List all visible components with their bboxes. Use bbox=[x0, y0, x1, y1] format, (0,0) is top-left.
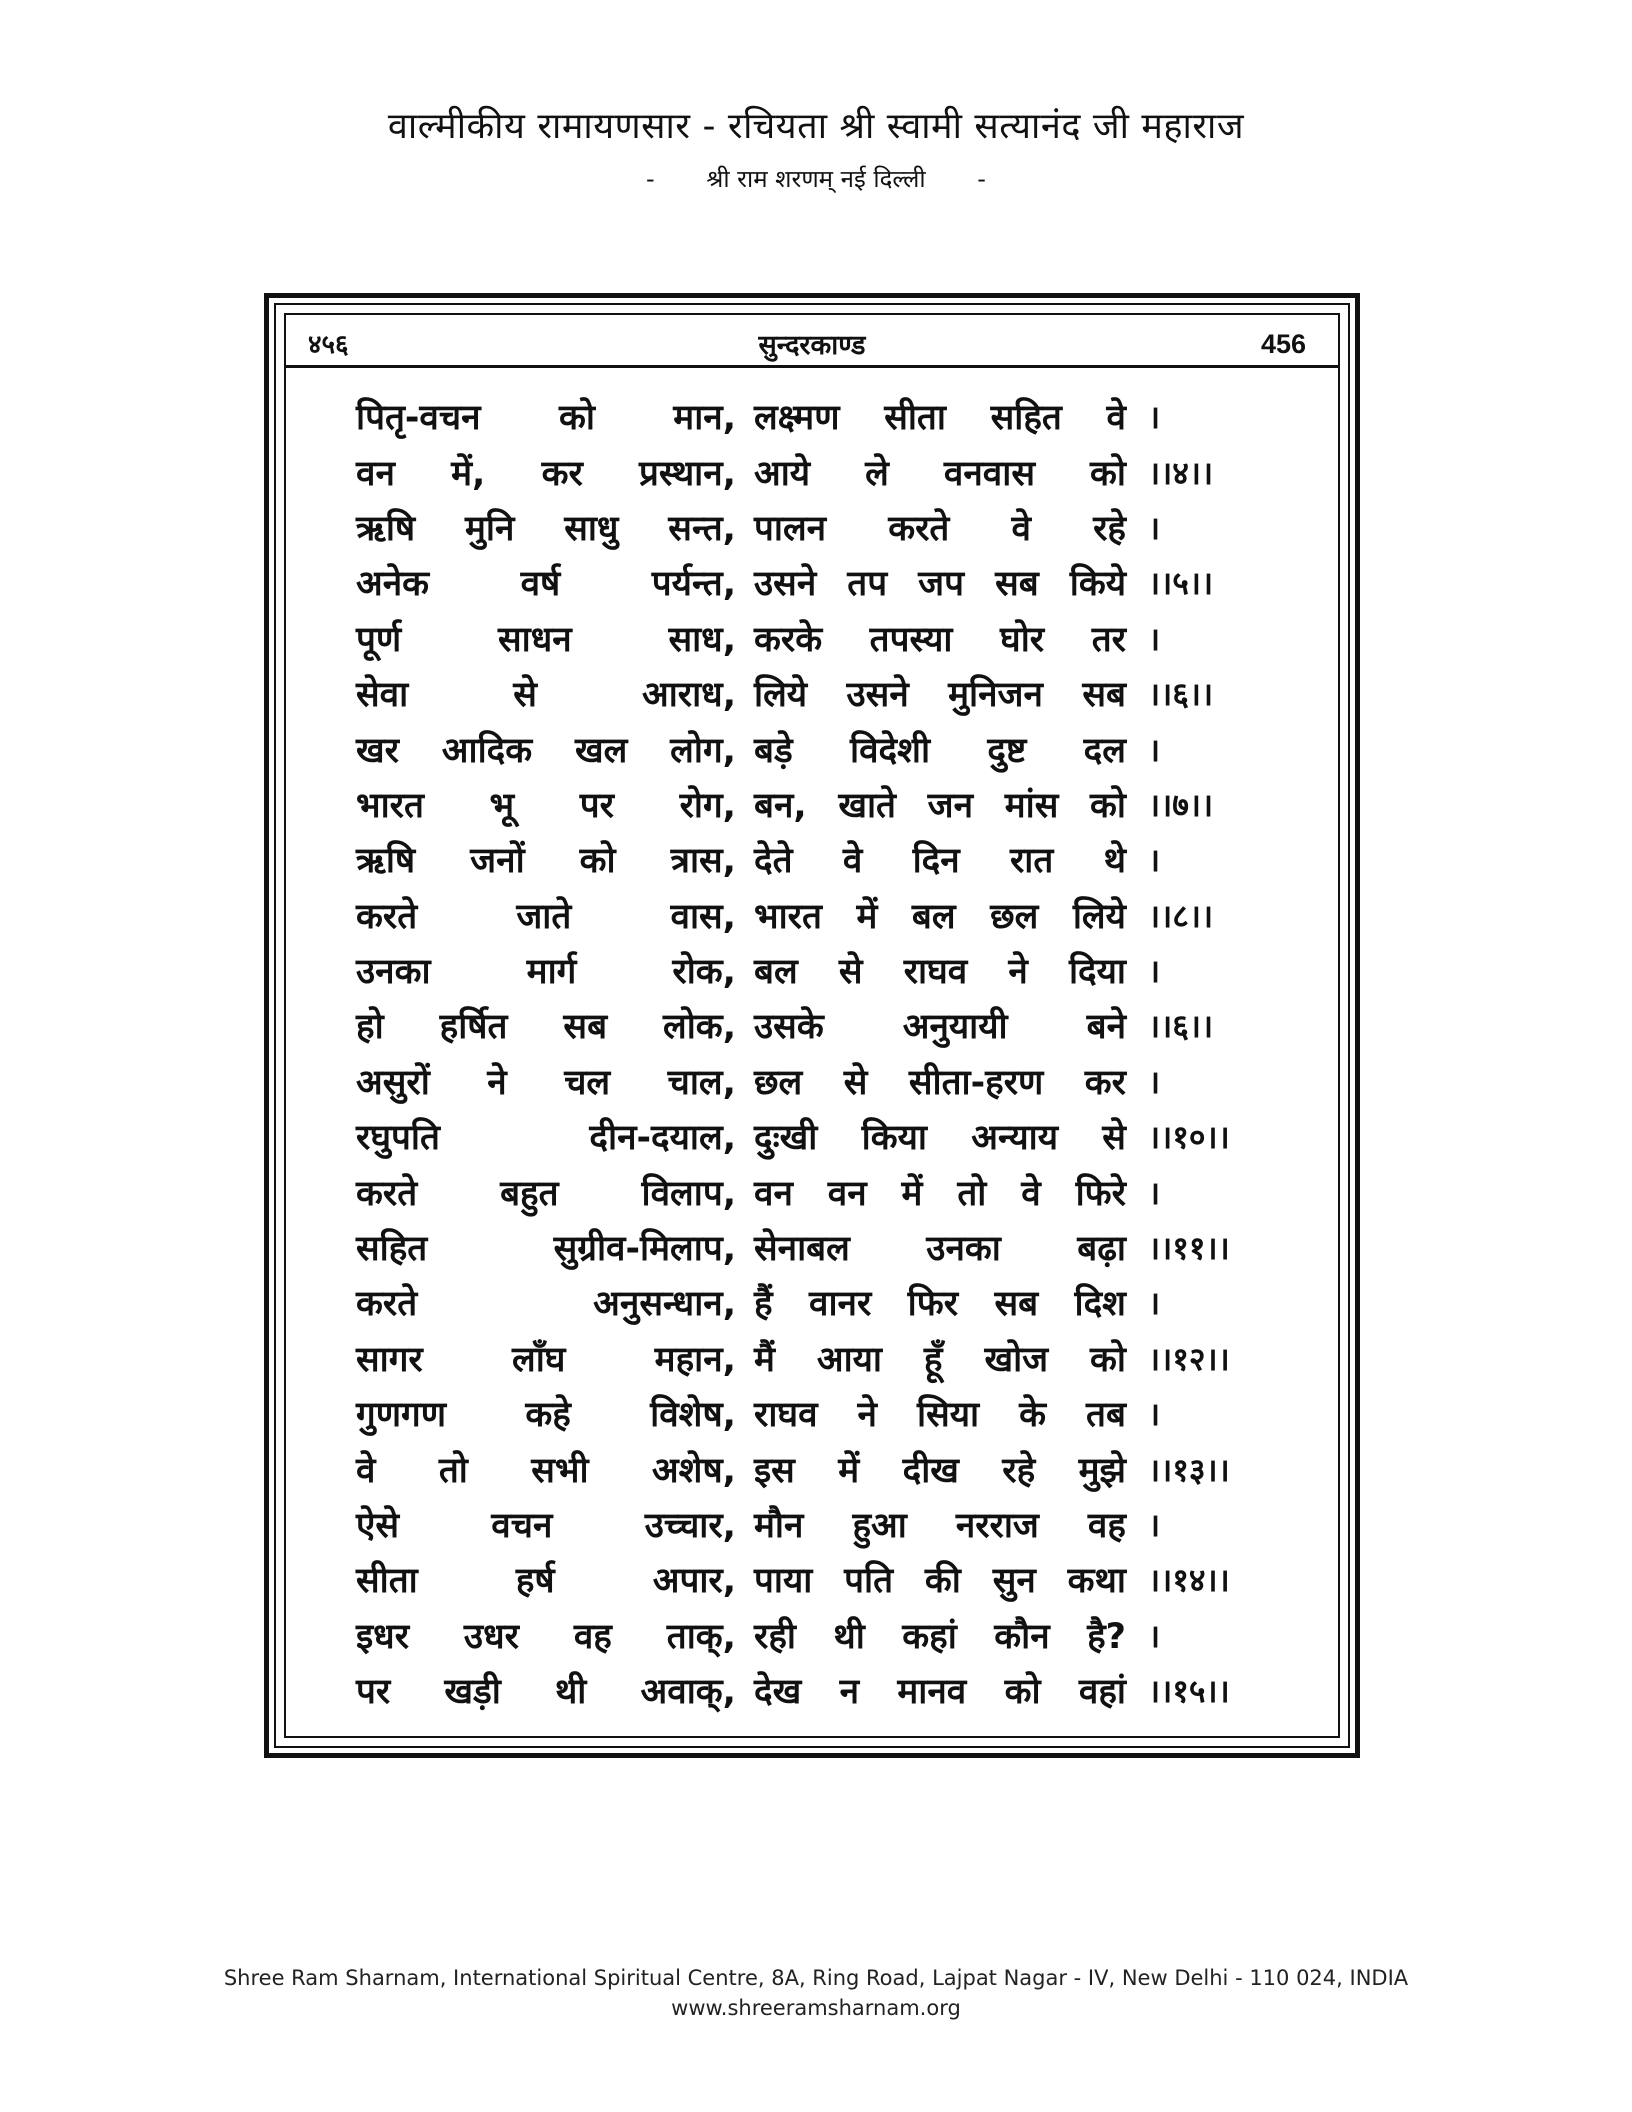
verse-word: सीता bbox=[884, 398, 946, 439]
verse-word: लाँघ bbox=[511, 1339, 566, 1380]
verse-end-marker: । bbox=[1148, 1616, 1161, 1655]
verse-second-half bbox=[754, 559, 1126, 606]
verse-end-marker: । bbox=[1148, 1395, 1161, 1434]
verse-word: दल bbox=[1083, 730, 1126, 771]
verse-word: अनुयायी bbox=[902, 1007, 1008, 1048]
verse-line bbox=[356, 943, 1256, 998]
verse-line bbox=[356, 888, 1256, 943]
verse-word: कहां bbox=[902, 1616, 957, 1657]
verse-word: देते bbox=[754, 841, 793, 882]
verse-second-half bbox=[754, 1002, 1126, 1049]
verse-second-half bbox=[754, 670, 1126, 717]
verse-word: रोक, bbox=[672, 952, 736, 993]
verse-word: अशेष, bbox=[651, 1450, 736, 1491]
verse-line bbox=[356, 389, 1256, 444]
verse-word: लोग, bbox=[670, 730, 736, 771]
verse-word: को bbox=[1090, 785, 1126, 826]
verse-word: वन bbox=[827, 1173, 867, 1214]
verse-end-marker: ।।१४।। bbox=[1148, 1561, 1230, 1600]
verse-first-half bbox=[356, 836, 736, 883]
verse-word: वचन bbox=[491, 1506, 553, 1546]
verse-word: वह bbox=[573, 1616, 612, 1657]
verse-word: सुन bbox=[992, 1561, 1036, 1602]
verse-word: पालन bbox=[754, 508, 827, 549]
verse-line bbox=[356, 1331, 1256, 1386]
page-header-title: वाल्मीकीय रामायणसार - रचियता श्री स्वामी सत्यानंद जी महाराज bbox=[387, 106, 1245, 147]
verse-first-half bbox=[356, 449, 736, 496]
verse-line bbox=[356, 444, 1256, 499]
verse-first-half bbox=[356, 726, 736, 773]
verse-second-half bbox=[754, 1446, 1126, 1493]
verse-word: तब bbox=[1086, 1395, 1126, 1436]
verse-first-half bbox=[356, 1058, 736, 1105]
subtitle-dash-left: - bbox=[646, 165, 655, 193]
verse-word: सब bbox=[994, 1284, 1039, 1325]
verse-word: साध, bbox=[668, 619, 736, 660]
verse-word: हर्षित bbox=[439, 1007, 508, 1048]
verse-end-marker: । bbox=[1148, 1062, 1161, 1101]
verse-end-marker: ।।१३।। bbox=[1148, 1450, 1230, 1489]
page-header-subtitle-row bbox=[0, 162, 1632, 195]
verse-end-marker: । bbox=[1148, 730, 1161, 769]
verse-end-marker: ।।८।। bbox=[1148, 896, 1214, 935]
verse-word: हैं bbox=[754, 1284, 773, 1325]
subtitle-dash-right: - bbox=[977, 165, 986, 193]
verse-word: विलाप, bbox=[641, 1173, 736, 1214]
verse-second-half bbox=[754, 1169, 1126, 1216]
verse-word: जाते bbox=[516, 896, 572, 937]
verse-word: लिये bbox=[1072, 896, 1126, 937]
verse-word: की bbox=[924, 1561, 961, 1602]
verse-word: रहे bbox=[1093, 508, 1126, 549]
verse-word: वहां bbox=[1078, 1672, 1126, 1713]
verse-word: विदेशी bbox=[850, 730, 931, 771]
verse-first-half bbox=[356, 393, 736, 440]
verse-second-half bbox=[754, 726, 1126, 773]
verse-first-half bbox=[356, 504, 736, 551]
verse-word: आदिक bbox=[441, 730, 533, 771]
verse-word: राघव bbox=[754, 1395, 818, 1436]
verse-word: ने bbox=[1008, 952, 1028, 993]
verse-end-marker: ।।११।। bbox=[1148, 1229, 1230, 1268]
verse-word: अनेक bbox=[356, 564, 430, 605]
verse-word: खर bbox=[356, 730, 399, 771]
verse-first-half bbox=[356, 1279, 736, 1326]
verse-word: से bbox=[1102, 1118, 1126, 1159]
verse-first-half bbox=[356, 670, 736, 717]
verse-word: मांस bbox=[1004, 785, 1059, 826]
verse-word: करते bbox=[888, 508, 950, 549]
verse-word: घोर bbox=[1000, 619, 1045, 660]
verse-first-half bbox=[356, 1113, 736, 1160]
verse-word: महान, bbox=[654, 1339, 736, 1380]
verse-word: आये bbox=[754, 453, 811, 494]
verse-end-marker: । bbox=[1148, 398, 1161, 437]
verse-line bbox=[356, 611, 1256, 666]
verse-first-half bbox=[356, 559, 736, 606]
verse-first-half bbox=[356, 1501, 736, 1548]
frame-border-mid bbox=[274, 303, 1350, 1748]
verse-first-half bbox=[356, 1612, 736, 1659]
verse-end-marker: ।।६।। bbox=[1148, 1007, 1214, 1046]
verse-word: उनका bbox=[926, 1229, 1001, 1270]
verse-first-half bbox=[356, 1224, 736, 1271]
verse-word: किया bbox=[861, 1118, 927, 1159]
verse-word: तर bbox=[1091, 619, 1126, 660]
verse-word: दुष्ट bbox=[987, 730, 1027, 771]
verse-word: सिया bbox=[917, 1395, 980, 1436]
verse-word: लोक, bbox=[663, 1007, 736, 1048]
verse-line bbox=[356, 1109, 1256, 1164]
verse-word: पति bbox=[844, 1561, 894, 1602]
verse-word: हूँ bbox=[923, 1339, 943, 1380]
verse-second-half bbox=[754, 504, 1126, 551]
verse-word: ऋषि bbox=[356, 508, 416, 549]
verse-word: इधर bbox=[356, 1616, 410, 1657]
verse-word: अवाक्, bbox=[640, 1672, 736, 1713]
verse-word: वह bbox=[1087, 1506, 1126, 1546]
page-number-devanagari: ४५६ bbox=[308, 330, 349, 360]
verse-word: को bbox=[579, 841, 616, 882]
verse-first-half bbox=[356, 1169, 736, 1216]
verse-word: साधु bbox=[564, 508, 619, 549]
verse-word: नरराज bbox=[955, 1506, 1039, 1546]
verse-word: सहित bbox=[990, 398, 1062, 439]
verse-word: भू bbox=[489, 785, 515, 826]
verse-word: उसने bbox=[754, 564, 817, 605]
verse-line bbox=[356, 1275, 1256, 1330]
verse-first-half bbox=[356, 1446, 736, 1493]
verse-word: बल bbox=[754, 952, 798, 993]
verse-second-half bbox=[754, 1612, 1126, 1659]
verse-word: मानव bbox=[897, 1672, 967, 1713]
verse-word: पितृ-वचन bbox=[356, 398, 481, 439]
verse-second-half bbox=[754, 947, 1126, 994]
verse-end-marker: ।।७।। bbox=[1148, 785, 1214, 824]
verse-word: मुनि bbox=[464, 508, 515, 549]
verse-word: वर्ष bbox=[520, 564, 561, 605]
verse-word: तपस्या bbox=[869, 619, 953, 660]
verse-word: ऐसे bbox=[356, 1506, 400, 1546]
verse-word: सब bbox=[1082, 675, 1126, 716]
verse-word: प्रस्थान, bbox=[638, 453, 736, 494]
verse-word: कर bbox=[1084, 1062, 1126, 1103]
verse-word: रही bbox=[754, 1616, 796, 1657]
verse-word: ले bbox=[865, 453, 889, 494]
scripture-frame bbox=[264, 293, 1360, 1758]
verse-word: दीख bbox=[902, 1450, 959, 1491]
verse-word: मैं bbox=[754, 1339, 775, 1380]
verse-word: थे bbox=[1103, 841, 1126, 882]
verse-word: करते bbox=[356, 896, 418, 937]
verse-word: के bbox=[1019, 1395, 1046, 1436]
verse-word: से bbox=[513, 675, 537, 716]
verse-word: ताक्, bbox=[666, 1616, 736, 1657]
verse-word: ने bbox=[487, 1062, 507, 1103]
verse-word: किये bbox=[1069, 564, 1126, 605]
verse-word: तप bbox=[847, 564, 888, 605]
verse-second-half bbox=[754, 892, 1126, 939]
verse-line bbox=[356, 1441, 1256, 1496]
verse-word: सब bbox=[995, 564, 1039, 605]
verse-word: में, bbox=[451, 453, 486, 494]
verse-word: करते bbox=[356, 1284, 418, 1325]
verse-end-marker: । bbox=[1148, 619, 1161, 658]
verse-word: तो bbox=[957, 1173, 987, 1214]
verse-word: लक्ष्मण bbox=[754, 398, 840, 439]
verse-end-marker: । bbox=[1148, 1284, 1161, 1323]
verse-word: साधन bbox=[497, 619, 572, 660]
verse-word: कथा bbox=[1067, 1561, 1126, 1602]
verse-word: को bbox=[558, 398, 595, 439]
verse-line bbox=[356, 832, 1256, 887]
verse-line bbox=[356, 1552, 1256, 1607]
verse-second-half bbox=[754, 836, 1126, 883]
verse-end-marker: । bbox=[1148, 1506, 1161, 1544]
verse-second-half bbox=[754, 393, 1126, 440]
verse-second-half bbox=[754, 1058, 1126, 1105]
verse-word: विशेष, bbox=[650, 1395, 736, 1436]
verse-line bbox=[356, 500, 1256, 555]
verse-line bbox=[356, 1220, 1256, 1275]
verse-word: फिरे bbox=[1075, 1173, 1126, 1214]
verse-word: सुग्रीव-मिलाप, bbox=[553, 1229, 736, 1270]
verse-word: दिश bbox=[1074, 1284, 1126, 1325]
verse-end-marker: । bbox=[1148, 952, 1161, 991]
verse-word: पर्यन्त, bbox=[651, 564, 736, 605]
verse-word: बने bbox=[1086, 1007, 1126, 1048]
verse-word: पर bbox=[579, 785, 614, 826]
verse-word: रोग, bbox=[679, 785, 736, 826]
verse-word: वन bbox=[356, 453, 395, 494]
verse-second-half bbox=[754, 449, 1126, 496]
verse-end-marker: । bbox=[1148, 841, 1161, 880]
verse-word: मान, bbox=[673, 398, 736, 439]
verse-word: वास, bbox=[670, 896, 736, 937]
verse-first-half bbox=[356, 1556, 736, 1603]
verse-line bbox=[356, 1497, 1256, 1552]
verse-word: न bbox=[839, 1672, 859, 1713]
verse-word: जनों bbox=[470, 841, 525, 882]
verse-word: सहित bbox=[356, 1229, 428, 1270]
verse-word: दीन-दयाल, bbox=[589, 1118, 736, 1159]
verse-word: वे bbox=[1106, 398, 1126, 439]
verse-end-marker: ।।१५।। bbox=[1148, 1672, 1230, 1711]
verse-word: उसने bbox=[846, 675, 909, 716]
chapter-title: सुन्दरकाण्ड bbox=[758, 330, 866, 361]
verse-word: भारत bbox=[356, 785, 424, 826]
verse-word: में bbox=[856, 896, 878, 937]
verse-word: अन्याय bbox=[971, 1118, 1058, 1159]
verse-line bbox=[356, 777, 1256, 832]
verse-word: भारत bbox=[754, 896, 822, 937]
verse-word: खड़ी bbox=[444, 1672, 501, 1713]
verse-first-half bbox=[356, 1390, 736, 1437]
verse-word: रात bbox=[1009, 841, 1054, 882]
verse-word: राघव bbox=[903, 952, 968, 993]
verse-word: में bbox=[838, 1450, 860, 1491]
page-header-subtitle: श्री राम शरणम् नई दिल्ली bbox=[706, 165, 926, 193]
verse-word: रहे bbox=[1002, 1450, 1036, 1491]
verse-second-half bbox=[754, 1113, 1126, 1160]
verse-word: सब bbox=[563, 1007, 608, 1048]
verse-word: पूर्ण bbox=[356, 619, 402, 660]
verse-end-marker: ।।६।। bbox=[1148, 675, 1214, 714]
verse-first-half bbox=[356, 781, 736, 828]
verse-word: आया bbox=[816, 1339, 882, 1380]
verse-word: देख bbox=[754, 1672, 802, 1713]
verse-word: छल bbox=[990, 896, 1039, 937]
verse-word: वे bbox=[842, 841, 863, 882]
verse-word: उच्चार, bbox=[644, 1506, 736, 1546]
verse-word: असुरों bbox=[356, 1062, 430, 1103]
verse-word: छल bbox=[754, 1062, 803, 1103]
verse-word: थी bbox=[833, 1616, 865, 1657]
verse-word: ने bbox=[857, 1395, 877, 1436]
verse-end-marker: । bbox=[1148, 1173, 1161, 1212]
verse-word: दिया bbox=[1068, 952, 1126, 993]
verse-line bbox=[356, 1663, 1256, 1718]
verse-word: खल bbox=[574, 730, 628, 771]
verse-word: वनवास bbox=[943, 453, 1035, 494]
verse-word: जप bbox=[918, 564, 965, 605]
verse-second-half bbox=[754, 1279, 1126, 1326]
footer-address: Shree Ram Sharnam, International Spiritual Centre, 8A, Ring Road, Lajpat Nagar - IV, New Delhi - 110 024, INDIA bbox=[223, 1966, 1409, 1990]
frame-border-inner bbox=[284, 313, 1340, 1738]
verse-word: वे bbox=[356, 1450, 376, 1491]
verse-line bbox=[356, 721, 1256, 776]
verse-word: सीता bbox=[356, 1561, 418, 1602]
verse-word: उनका bbox=[356, 952, 431, 993]
verse-word: फिर bbox=[907, 1284, 959, 1325]
verse-word: वे bbox=[1011, 508, 1031, 549]
verse-word: गुणगण bbox=[356, 1395, 447, 1436]
verse-word: मार्ग bbox=[526, 952, 577, 993]
verse-word: सन्त, bbox=[668, 508, 736, 549]
verse-first-half bbox=[356, 1002, 736, 1049]
verse-word: वानर bbox=[809, 1284, 872, 1325]
verse-word: वे bbox=[1021, 1173, 1041, 1214]
verse-word: थी bbox=[554, 1672, 587, 1713]
verse-first-half bbox=[356, 1667, 736, 1714]
verse-word: वन bbox=[754, 1173, 793, 1214]
verse-word: चल bbox=[564, 1062, 611, 1103]
verse-first-half bbox=[356, 947, 736, 994]
verse-word: आराध, bbox=[642, 675, 736, 716]
verse-word: अनुसन्धान, bbox=[593, 1284, 736, 1325]
verse-first-half bbox=[356, 892, 736, 939]
verse-word: को bbox=[1090, 453, 1126, 494]
verse-word: हुआ bbox=[852, 1506, 907, 1546]
verse-word: है? bbox=[1087, 1616, 1126, 1657]
verse-word: मुनिजन bbox=[948, 675, 1043, 716]
verse-list bbox=[356, 389, 1256, 1718]
footer-website: www.shreeramsharnam.org bbox=[671, 1996, 961, 2020]
verse-line bbox=[356, 555, 1256, 610]
verse-line bbox=[356, 666, 1256, 721]
page-number: 456 bbox=[1260, 329, 1306, 359]
verse-second-half bbox=[754, 1390, 1126, 1437]
verse-word: मौन bbox=[754, 1506, 804, 1546]
verse-second-half bbox=[754, 781, 1126, 828]
verse-end-marker: ।।१०।। bbox=[1148, 1118, 1230, 1157]
verse-word: से bbox=[838, 952, 863, 993]
verse-word: कौन bbox=[994, 1616, 1050, 1657]
verse-word: बड़े bbox=[754, 730, 793, 771]
verse-word: सीता-हरण bbox=[908, 1062, 1044, 1103]
verse-word: हर्ष bbox=[515, 1561, 555, 1602]
verse-word: में bbox=[901, 1173, 923, 1214]
verse-end-marker: ।।४।। bbox=[1148, 453, 1214, 492]
verse-word: बढ़ा bbox=[1077, 1229, 1126, 1270]
verse-word: पाया bbox=[754, 1561, 813, 1602]
verse-word: को bbox=[1004, 1672, 1041, 1713]
verse-word: बन, bbox=[754, 785, 807, 826]
verse-second-half bbox=[754, 1335, 1126, 1382]
verse-word: इस bbox=[754, 1450, 795, 1491]
verse-line bbox=[356, 998, 1256, 1053]
verse-word: चाल, bbox=[667, 1062, 736, 1103]
verse-line bbox=[356, 1164, 1256, 1219]
verse-word: जन bbox=[927, 785, 974, 826]
verse-word: करते bbox=[356, 1173, 418, 1214]
verse-word: करके bbox=[754, 619, 823, 660]
verse-end-marker: ।।१२।। bbox=[1148, 1339, 1230, 1378]
verse-word: खोज bbox=[984, 1339, 1049, 1380]
verse-word: सेनाबल bbox=[754, 1229, 850, 1270]
verse-word: कहे bbox=[525, 1395, 571, 1436]
verse-word: ऋषि bbox=[356, 841, 416, 882]
verse-line bbox=[356, 1386, 1256, 1441]
verse-second-half bbox=[754, 1667, 1126, 1714]
verse-word: कर bbox=[541, 453, 583, 494]
verse-word: बहुत bbox=[500, 1173, 559, 1214]
verse-line bbox=[356, 1608, 1256, 1663]
verse-word: पर bbox=[356, 1672, 391, 1713]
verse-end-marker: । bbox=[1148, 508, 1161, 547]
verse-word: को bbox=[1090, 1339, 1126, 1380]
verse-word: उसके bbox=[754, 1007, 824, 1048]
verse-word: सभी bbox=[531, 1450, 589, 1491]
verse-word: दुःखी bbox=[754, 1118, 818, 1159]
verse-second-half bbox=[754, 1556, 1126, 1603]
verse-word: बल bbox=[911, 896, 956, 937]
verse-word: सेवा bbox=[356, 675, 409, 716]
verse-word: सागर bbox=[356, 1339, 423, 1380]
verse-word: मुझे bbox=[1078, 1450, 1126, 1491]
verse-word: खाते bbox=[838, 785, 897, 826]
verse-word: रघुपति bbox=[356, 1118, 440, 1159]
verse-second-half bbox=[754, 1224, 1126, 1271]
verse-word: तो bbox=[438, 1450, 468, 1491]
verse-line bbox=[356, 1054, 1256, 1109]
verse-second-half bbox=[754, 615, 1126, 662]
verse-word: दिन bbox=[912, 841, 960, 882]
verse-word: अपार, bbox=[652, 1561, 736, 1602]
page-running-head bbox=[286, 323, 1338, 368]
verse-first-half bbox=[356, 615, 736, 662]
verse-word: उधर bbox=[463, 1616, 519, 1657]
verse-word: त्रास, bbox=[670, 841, 736, 882]
verse-word: हो bbox=[356, 1007, 384, 1048]
verse-second-half bbox=[754, 1501, 1126, 1548]
verse-word: से bbox=[843, 1062, 868, 1103]
verse-end-marker: ।।५।। bbox=[1148, 564, 1214, 603]
verse-first-half bbox=[356, 1335, 736, 1382]
verse-word: लिये bbox=[754, 675, 808, 716]
